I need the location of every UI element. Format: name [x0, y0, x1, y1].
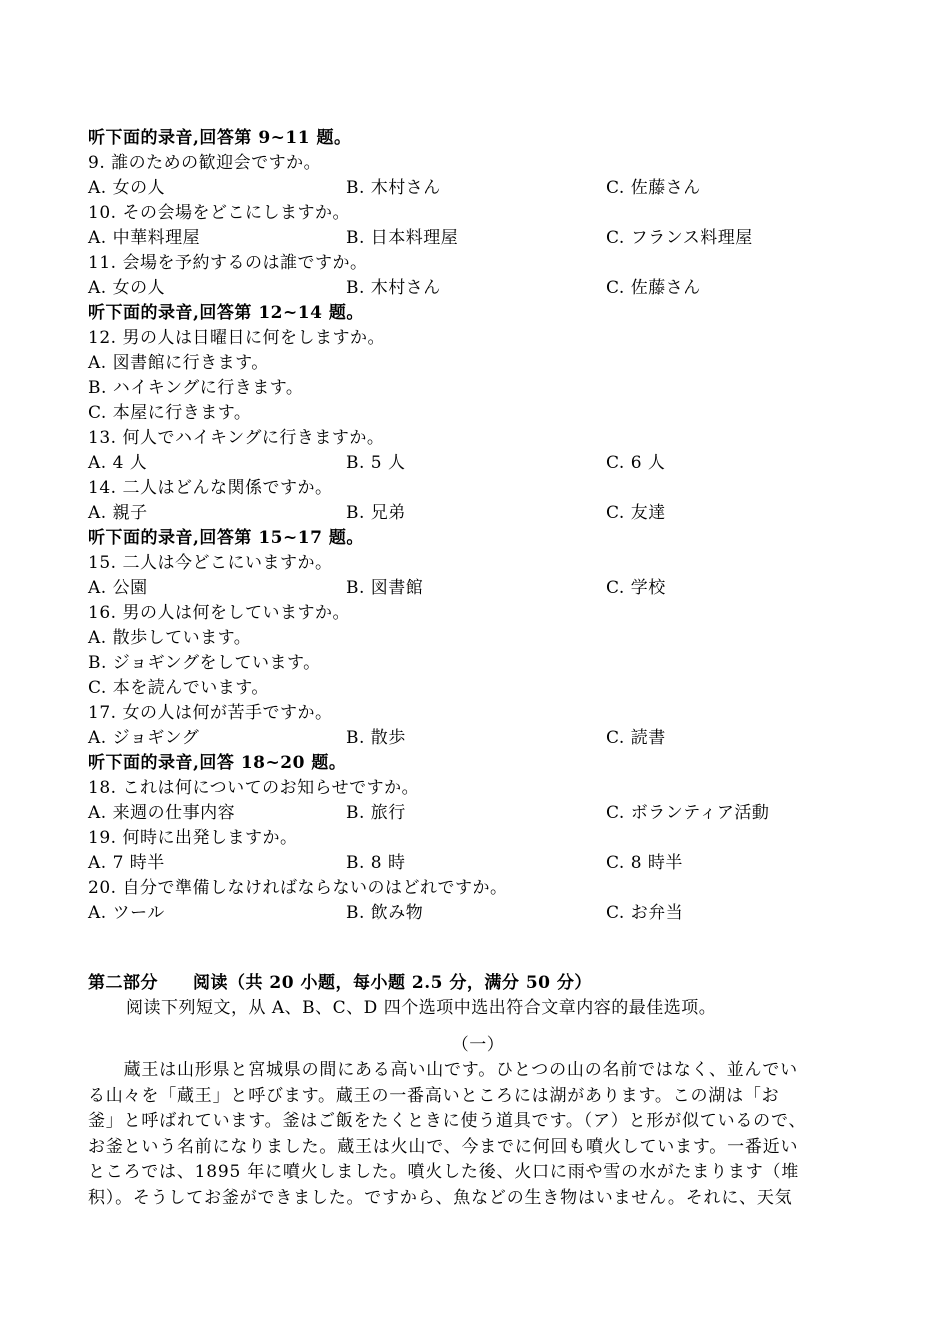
answer-option[interactable]: C. 8 時半: [606, 853, 683, 873]
answer-option[interactable]: C. 佐藤さん: [606, 278, 701, 298]
answer-options-row: [88, 226, 868, 251]
passage-line: 积）。そうしてお釜ができました。ですから、魚などの生き物はいません。それに、天気: [88, 1187, 793, 1208]
passage-line: お釜という名前になりました。蔵王は火山で、今までに何回も噴火しています。一番近い: [88, 1136, 799, 1157]
answer-option[interactable]: A. 図書館に行きます。: [88, 353, 269, 373]
answer-option[interactable]: C. 本屋に行きます。: [88, 403, 252, 423]
answer-option[interactable]: C. 読書: [606, 728, 666, 748]
answer-options-row: [88, 801, 868, 826]
answer-option[interactable]: B. ハイキングに行きます。: [88, 378, 304, 398]
answer-option[interactable]: B. 飲み物: [346, 903, 424, 923]
answer-option[interactable]: C. フランス料理屋: [606, 228, 753, 248]
listening-section: [88, 126, 868, 926]
question-group-heading: 听下面的录音,回答 18~20 题。: [88, 753, 347, 773]
passage-number: （一）: [451, 1035, 505, 1055]
answer-options-row: [88, 501, 868, 526]
answer-option[interactable]: C. お弁当: [606, 903, 684, 923]
question-stem: 9. 誰のための歓迎会ですか。: [88, 153, 322, 173]
section-gap: [88, 926, 868, 971]
question-stem: 12. 男の人は日曜日に何をしますか。: [88, 328, 385, 348]
question-stem: 11. 会場を予約するのは誰ですか。: [88, 253, 368, 273]
passage-line: ところでは、1895 年に噴火しました。噴火した後、火口に雨や雪の水がたまります（堆: [88, 1162, 800, 1182]
passage-line: る山々を「蔵王」と呼びます。蔵王の一番高いところには湖があります。この湖は「お: [88, 1085, 780, 1106]
passage-text: [88, 1058, 868, 1211]
answer-option[interactable]: A. 来週の仕事内容: [88, 803, 236, 823]
passage-line: 釜」と呼ばれています。釜はご飯をたくときに使う道具です。（ア）と形が似ているので、: [88, 1111, 807, 1131]
passage-line: 蔵王は山形県と宮城県の間にある高い山です。ひとつの山の名前ではなく、並んでい: [88, 1060, 798, 1080]
question-group-heading: 听下面的录音,回答第 9~11 题。: [88, 128, 352, 148]
answer-option[interactable]: A. 4 人: [88, 453, 148, 473]
answer-option[interactable]: B. 旅行: [346, 803, 406, 823]
answer-option[interactable]: B. 散歩: [346, 728, 406, 748]
question-stem: 14. 二人はどんな関係ですか。: [88, 478, 333, 498]
question-stem: 15. 二人は今どこにいますか。: [88, 553, 333, 573]
answer-option[interactable]: A. 親子: [88, 503, 148, 523]
part-title: 第二部分 阅读（共 20 小题，每小题 2.5 分，满分 50 分）: [88, 973, 592, 993]
answer-options-row: [88, 901, 868, 926]
question-stem: 17. 女の人は何が苦手ですか。: [88, 703, 333, 723]
question-group-heading: 听下面的录音,回答第 12~14 题。: [88, 303, 364, 323]
answer-option[interactable]: B. 木村さん: [346, 278, 441, 298]
answer-options-row: [88, 176, 868, 201]
answer-option[interactable]: A. 女の人: [88, 178, 166, 198]
answer-options-row: [88, 276, 868, 301]
answer-option[interactable]: C. ボランティア活動: [606, 803, 770, 823]
answer-option[interactable]: B. ジョギングをしています。: [88, 653, 321, 673]
spacer: [88, 1021, 868, 1033]
answer-option[interactable]: B. 兄弟: [346, 503, 406, 523]
answer-option[interactable]: A. 女の人: [88, 278, 166, 298]
answer-option[interactable]: B. 図書館: [346, 578, 424, 598]
question-stem: 10. その会場をどこにしますか。: [88, 203, 350, 223]
reading-instruction: 阅读下列短文，从 A、B、C、D 四个选项中选出符合文章内容的最佳选项。: [126, 998, 717, 1018]
answer-options-row: [88, 576, 868, 601]
question-stem: 18. これは何についてのお知らせですか。: [88, 778, 420, 798]
answer-option[interactable]: B. 木村さん: [346, 178, 441, 198]
question-stem: 19. 何時に出発しますか。: [88, 828, 298, 848]
answer-option[interactable]: C. 6 人: [606, 453, 666, 473]
answer-option[interactable]: A. ツール: [88, 903, 165, 923]
answer-option[interactable]: C. 友達: [606, 503, 666, 523]
question-stem: 13. 何人でハイキングに行きますか。: [88, 428, 385, 448]
answer-options-row: [88, 851, 868, 876]
answer-option[interactable]: C. 佐藤さん: [606, 178, 701, 198]
answer-option[interactable]: B. 8 時: [346, 853, 406, 873]
answer-option[interactable]: A. 公園: [88, 578, 148, 598]
exam-page: [88, 126, 868, 1211]
question-stem: 20. 自分で準備しなければならないのはどれですか。: [88, 878, 508, 898]
question-group-heading: 听下面的录音,回答第 15~17 题。: [88, 528, 364, 548]
answer-option[interactable]: B. 日本料理屋: [346, 228, 459, 248]
answer-options-row: [88, 726, 868, 751]
answer-options-row: [88, 451, 868, 476]
answer-option[interactable]: A. 中華料理屋: [88, 228, 201, 248]
answer-option[interactable]: A. 散歩しています。: [88, 628, 252, 648]
answer-option[interactable]: A. 7 時半: [88, 853, 165, 873]
answer-option[interactable]: A. ジョギング: [88, 728, 200, 748]
question-stem: 16. 男の人は何をしていますか。: [88, 603, 350, 623]
answer-option[interactable]: C. 本を読んでいます。: [88, 678, 269, 698]
answer-option[interactable]: C. 学校: [606, 578, 666, 598]
answer-option[interactable]: B. 5 人: [346, 453, 406, 473]
